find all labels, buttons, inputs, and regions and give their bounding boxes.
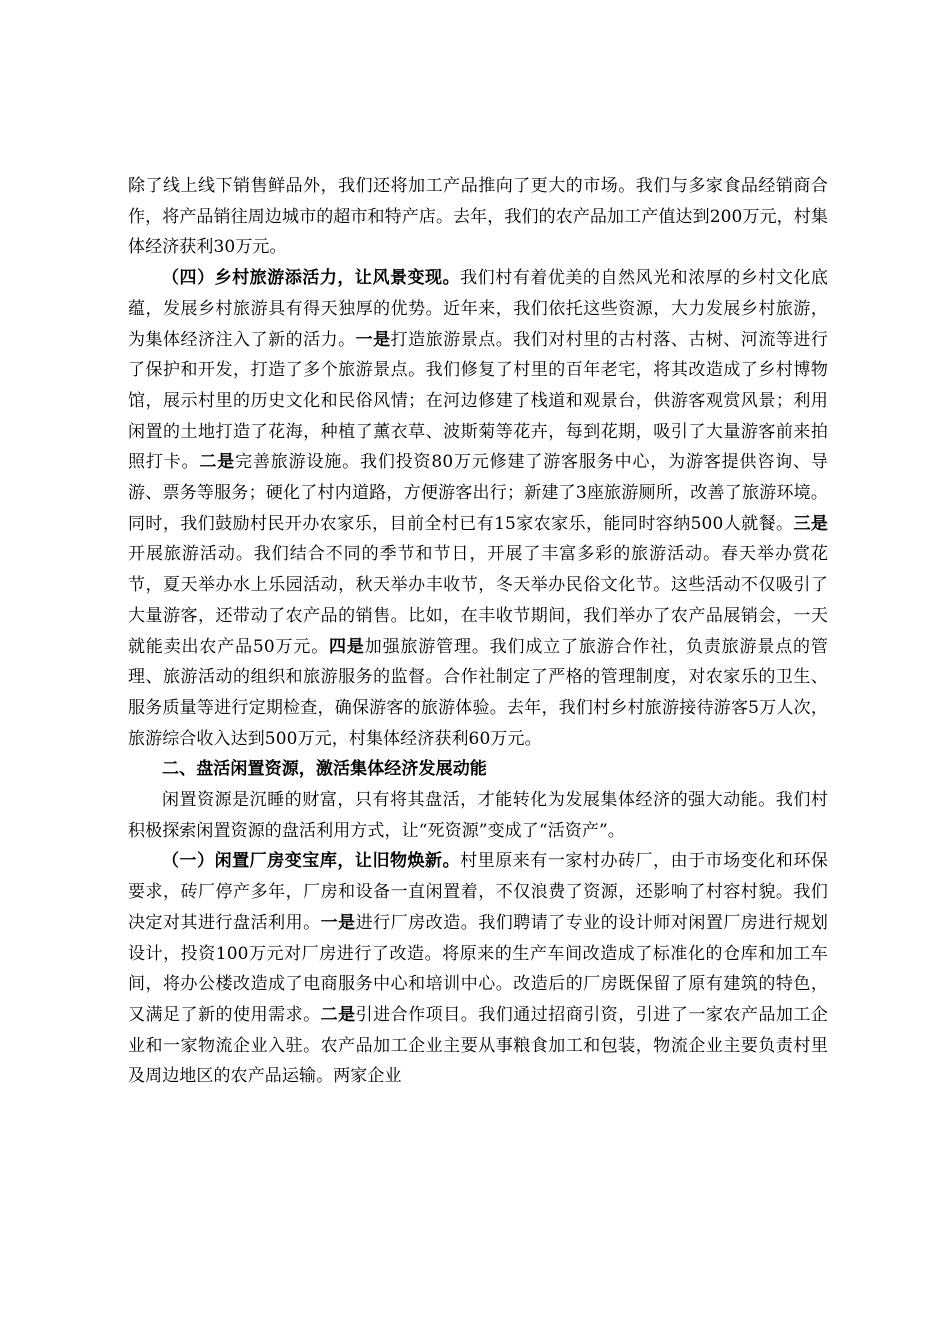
- section-heading-idle-factory: （一）闲置厂房变宝库，让旧物焕新。: [162, 851, 461, 872]
- paragraph-text: 进行厂房改造。我们聘请了专业的设计师对闲置厂房进行规划设计，投资100万元对厂房进行了改造。将原来的生产车间改造成了标准化的仓库和加工车间，将办公楼改造成了电商服务中心和培训中心。改造后的厂房既保留了原有建筑的特色，又满足了新的使用需求。: [128, 912, 828, 1025]
- paragraph-text: 开展旅游活动。我们结合不同的季节和节日，开展了丰富多彩的旅游活动。春天举办赏花节，夏天举办水上乐园活动，秋天举办丰收节，冬天举办民俗文化节。这些活动不仅吸引了大量游客，还带动了农产品的销售。比如，在丰收节期间，我们举办了农产品展销会，一天就能卖出农产品50万元。: [128, 544, 828, 657]
- paragraph-text: 完善旅游设施。我们投资80万元修建了游客服务中心，为游客提供咨询、导游、票务等服务；硬化了村内道路，方便游客出行；新建了3座旅游厕所，改善了旅游环境。同时，我们鼓励村民开办农家乐，目前全村已有15家农家乐，能同时容纳500人就餐。: [128, 452, 829, 534]
- paragraph-idle-resources-intro: [128, 785, 828, 846]
- keyword-first: 一是: [355, 329, 391, 350]
- section-heading-rural-tourism: （四）乡村旅游添活力，让风景变现。: [162, 268, 461, 289]
- section-heading-idle-resources: 二、盘活闲置资源，激活集体经济发展动能: [162, 759, 487, 780]
- paragraph-text: 加强旅游管理。我们成立了旅游合作社，负责旅游景点的管理、旅游活动的组织和旅游服务的监督。合作社制定了严格的管理制度，对农家乐的卫生、服务质量等进行定期检查，确保游客的旅游体验。去年，我们村乡村旅游接待游客5万人次，旅游综合收入达到500万元，村集体经济获利60万元。: [128, 636, 828, 749]
- keyword-fourth: 四是: [329, 636, 365, 657]
- paragraph-text: 打造旅游景点。我们对村里的古村落、古树、河流等进行了保护和开发，打造了多个旅游景点。我们修复了村里的百年老宅，将其改造成了乡村博物馆，展示村里的历史文化和民俗风情；在河边修建了栈道和观景台，供游客观赏风景；利用闲置的土地打造了花海，种植了薰衣草、波斯菊等花卉，每到花期，吸引了大量游客前来拍照打卡。: [128, 329, 829, 473]
- document-body: [128, 171, 828, 1092]
- paragraph-idle-factory: [128, 846, 828, 1092]
- paragraph-text: 引进合作项目。我们通过招商引资，引进了一家农产品加工企业和一家物流企业入驻。农产品加工企业主要从事粮食加工和包装，物流企业主要负责村里及周边地区的农产品运输。两家企业: [128, 1004, 828, 1087]
- paragraph-processing-sales: [128, 171, 828, 263]
- keyword-third: 三是: [793, 513, 829, 534]
- keyword-first: 一是: [320, 912, 356, 933]
- paragraph-text: 我们村有着优美的自然风光和浓厚的乡村文化底蕴，发展乡村旅游具有得天独厚的优势。近年来，我们依托这些资源，大力发展乡村旅游，为集体经济注入了新的活力。: [128, 268, 828, 350]
- keyword-second: 二是: [199, 452, 236, 473]
- paragraph-text: 闲置资源是沉睡的财富，只有将其盘活，才能转化为发展集体经济的强大动能。我们村积极探索闲置资源的盘活利用方式，让“死资源”变成了“活资产”。: [128, 790, 828, 841]
- keyword-second: 二是: [320, 1004, 356, 1025]
- paragraph-text: 除了线上线下销售鲜品外，我们还将加工产品推向了更大的市场。我们与多家食品经销商合作，将产品销往周边城市的超市和特产店。去年，我们的农产品加工产值达到200万元，村集体经济获利30万元。: [128, 176, 828, 258]
- paragraph-rural-tourism: [128, 263, 828, 754]
- paragraph-text: 村里原来有一家村办砖厂，由于市场变化和环保要求，砖厂停产多年，厂房和设备一直闲置着，不仅浪费了资源，还影响了村容村貌。我们决定对其进行盘活利用。: [128, 851, 828, 933]
